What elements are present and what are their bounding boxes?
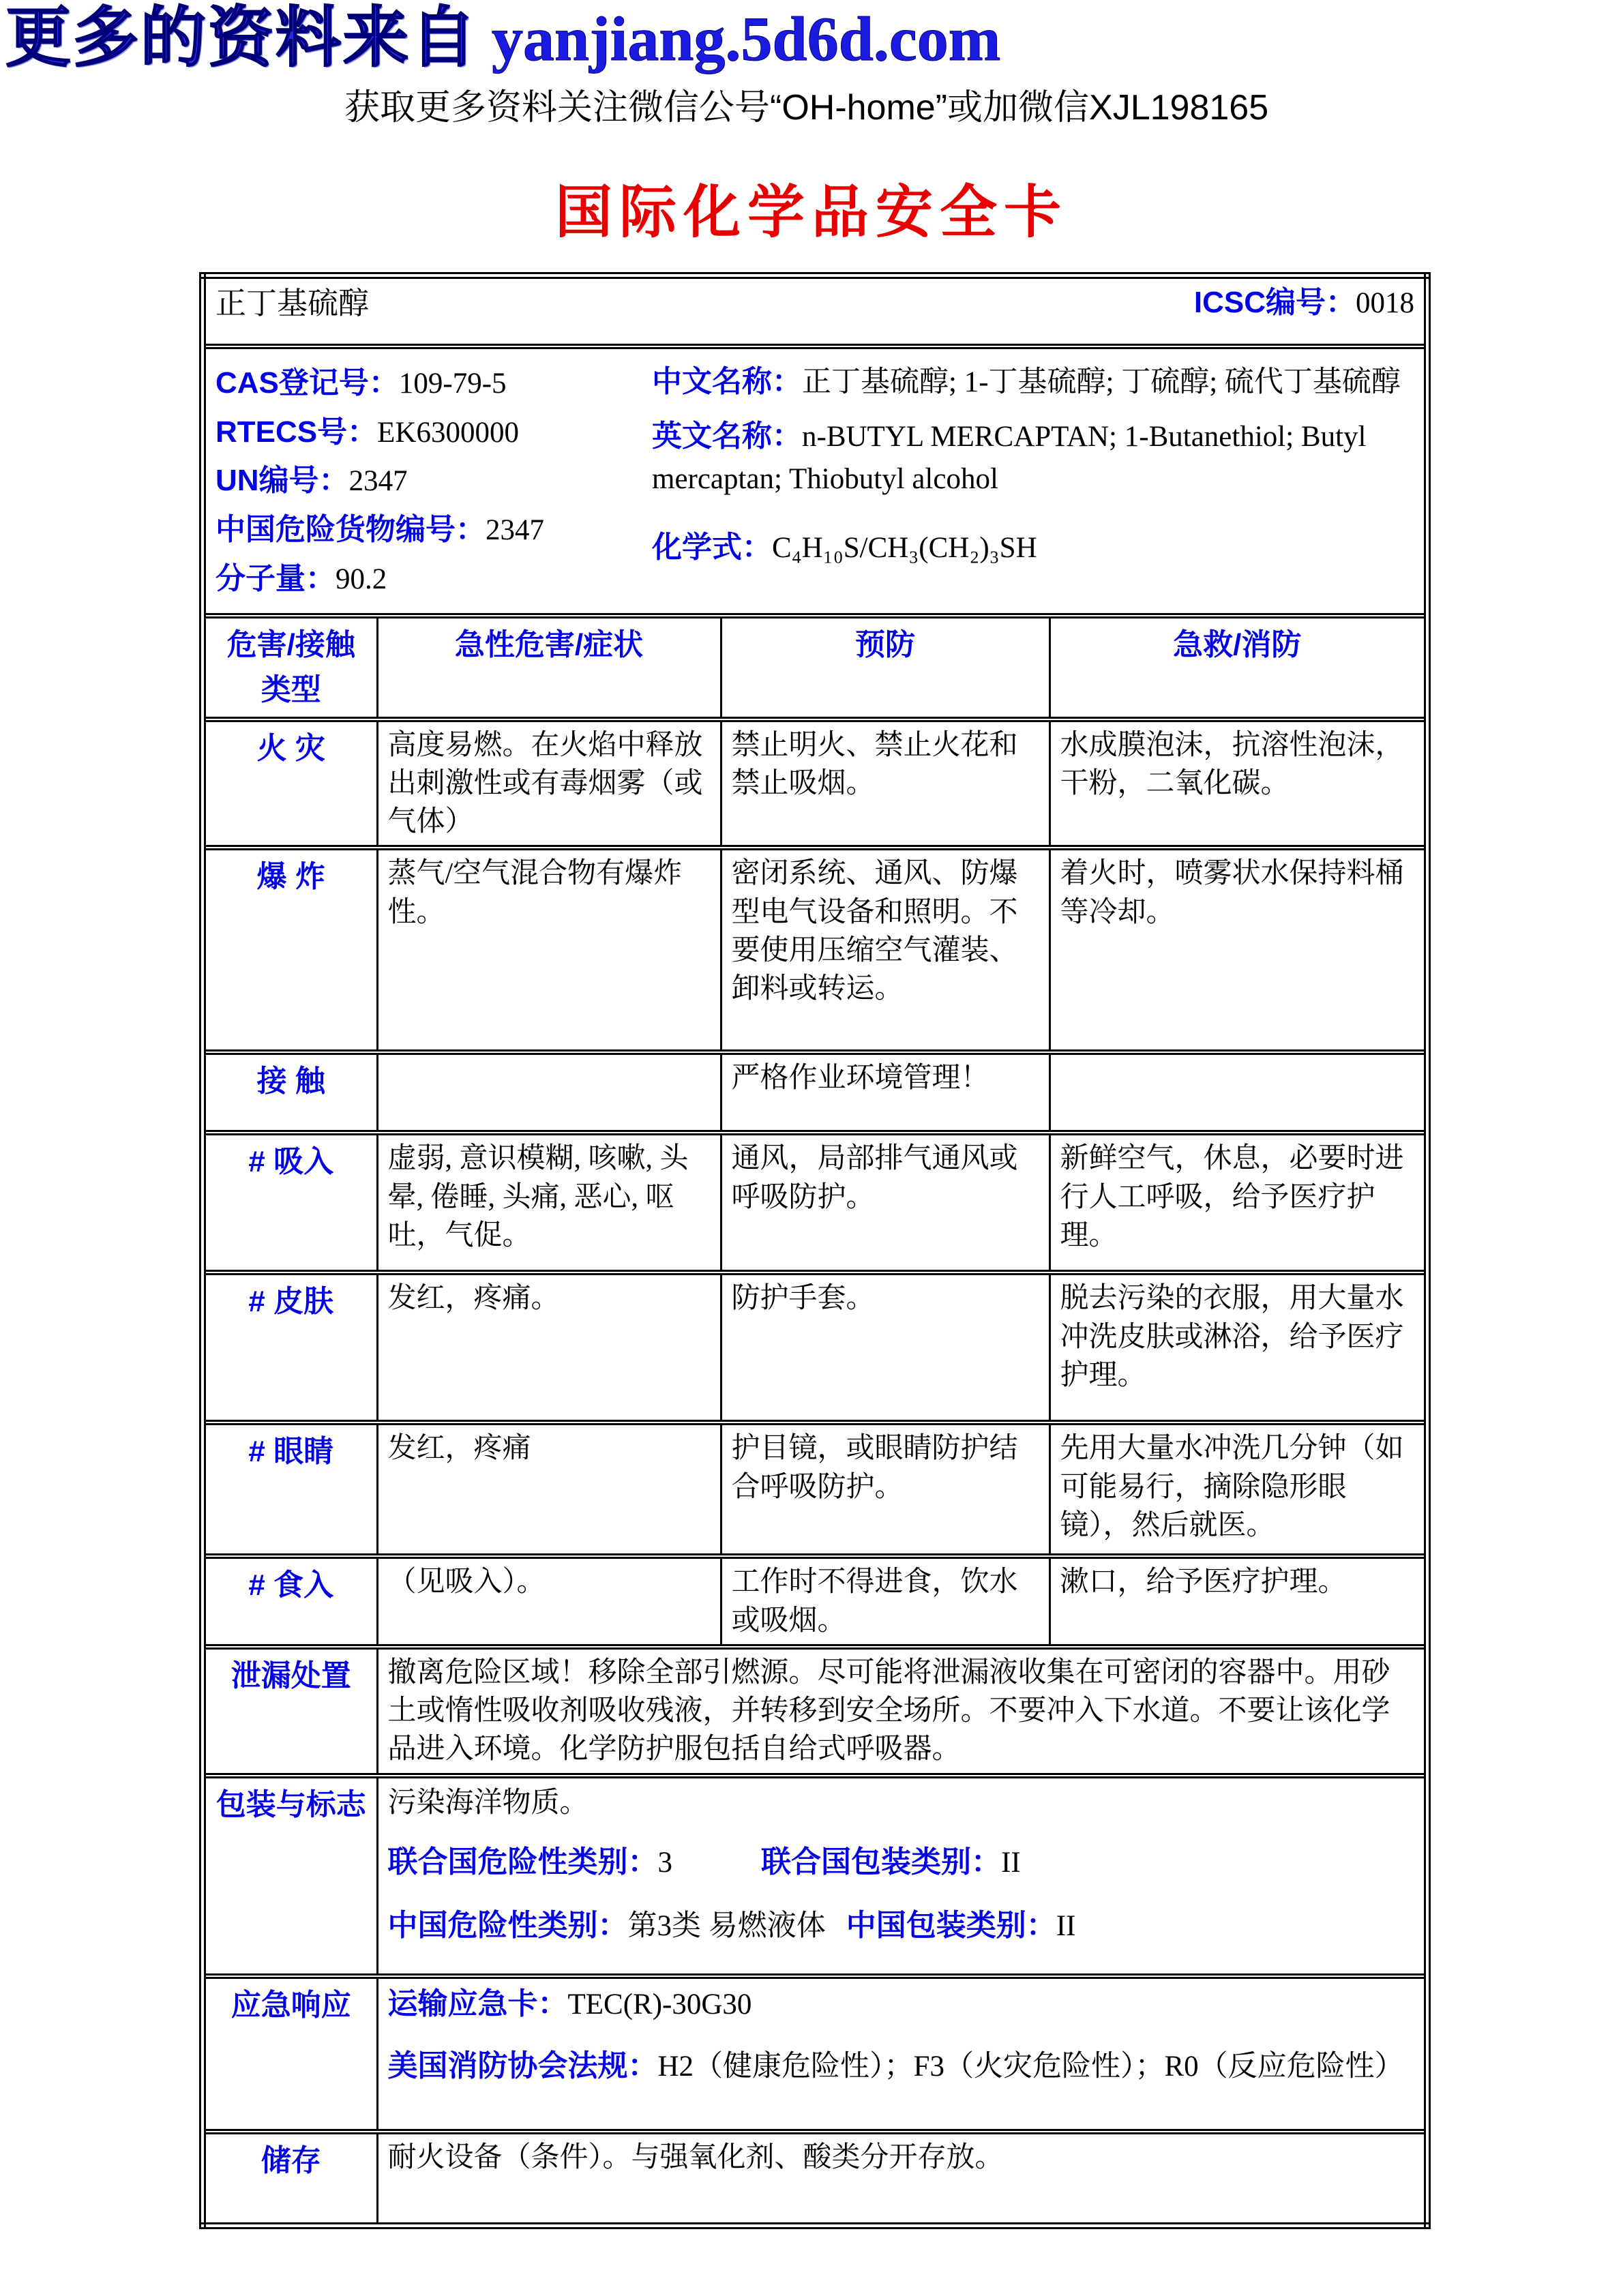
nfpa-label: 美国消防协会法规： <box>387 2048 658 2083</box>
section-label-emergency: 应急响应 <box>203 1976 377 2132</box>
eyes-prevention: 护目镜，或眼睛防护结合呼吸防护。 <box>721 1422 1049 1556</box>
table-row-exposure <box>203 1052 1427 1133</box>
cn-dg-label: 中国危险货物编号： <box>215 513 486 547</box>
eyes-symptoms: 发红，疼痛 <box>377 1422 721 1556</box>
cn-class-value: 第3类 易燃液体 <box>627 1909 826 1942</box>
icsc-number-label: ICSC编号： <box>1193 286 1356 320</box>
icsc-number-value: 0018 <box>1356 287 1415 320</box>
table-row-explosion <box>203 848 1427 1052</box>
storage-content: 耐火设备（条件）。与强氧化剂、酸类分开存放。 <box>377 2132 1427 2226</box>
cn-pack-label: 中国包装类别： <box>846 1908 1056 1942</box>
tec-card-line <box>388 1984 1415 2025</box>
en-name-label: 英文名称： <box>652 419 802 453</box>
en-name-value: n-BUTYL MERCAPTAN; 1-Butanethiol; Butyl mercaptan; Thiobutyl alcohol <box>652 421 1367 496</box>
nfpa-line <box>388 2046 1415 2087</box>
column-header-firstaid: 急救/消防 <box>1049 616 1427 719</box>
packaging-content <box>377 1776 1427 1976</box>
tec-value: TEC(R)-30G30 <box>567 1988 752 2021</box>
inhalation-symptoms: 虚弱, 意识模糊, 咳嗽, 头晕, 倦睡, 头痛, 恶心, 呕吐，气促。 <box>377 1133 721 1272</box>
explosion-firstaid: 着火时，喷雾状水保持料桶等冷却。 <box>1049 848 1427 1052</box>
exposure-firstaid <box>1049 1052 1427 1133</box>
card-name-cell <box>203 275 1427 346</box>
table-row-packaging <box>203 1776 1427 1976</box>
table-row-storage <box>203 2132 1427 2226</box>
formula-label: 化学式： <box>652 530 772 564</box>
spill-content: 撤离危险区域！移除全部引燃源。尽可能将泄漏液收集在可密闭的容器中。用砂土或惰性吸收剂吸收残液，并转移到安全场所。不要冲入下水道。不要让该化学品进入环境。化学防护服包括自给式呼吸器。 <box>377 1647 1427 1776</box>
explosion-symptoms: 蒸气/空气混合物有爆炸性。 <box>377 848 721 1052</box>
chemical-name: 正丁基硫醇 <box>215 286 370 320</box>
banner-watermark <box>0 0 1623 73</box>
table-row-eyes <box>203 1422 1427 1556</box>
skin-firstaid: 脱去污染的衣服，用大量水冲洗皮肤或淋浴，给予医疗护理。 <box>1049 1272 1427 1422</box>
english-names <box>652 415 1414 501</box>
column-header-hazard-type: 危害/接触类型 <box>203 616 377 719</box>
name-icsc-wrap <box>215 283 1414 324</box>
ingestion-prevention: 工作时不得进食，饮水或吸烟。 <box>721 1556 1049 1647</box>
table-row-inhalation <box>203 1133 1427 1272</box>
rtecs-value: EK6300000 <box>377 416 519 449</box>
cn-dg-value: 2347 <box>486 514 544 547</box>
fire-firstaid: 水成膜泡沫，抗溶性泡沫，干粉，二氧化碳。 <box>1049 719 1427 848</box>
tec-label: 运输应急卡： <box>387 1986 568 2021</box>
ingestion-firstaid: 漱口，给予医疗护理。 <box>1049 1556 1427 1647</box>
card-name-row <box>203 275 1427 346</box>
banner-subtext: 获取更多资料关注微信公号“OH-home”或加微信XJL198165 <box>344 87 1269 128</box>
identifiers-layout <box>215 353 1414 609</box>
column-header-prevention: 预防 <box>721 616 1049 719</box>
ingestion-symptoms: （见吸入）。 <box>377 1556 721 1647</box>
marine-pollutant-note: 污染海洋物质。 <box>387 1787 589 1819</box>
section-label-spill: 泄漏处置 <box>203 1647 377 1776</box>
un-classification-line <box>388 1843 1415 1883</box>
hazard-header-row <box>203 616 1427 719</box>
table-row-emergency <box>203 1976 1427 2132</box>
mw-label: 分子量： <box>215 561 336 595</box>
formula-value: C₄H₁₀S/CH₃(CH₂)₃SH <box>772 531 1037 564</box>
hazard-type-fire: 火 灾 <box>203 719 377 848</box>
nfpa-value: H2（健康危险性）；F3（火灾危险性）；R0（反应危险性） <box>657 2050 1404 2083</box>
banner-site-url: yanjiang.5d6d.com <box>492 4 1001 74</box>
inhalation-prevention: 通风，局部排气通风或呼吸防护。 <box>721 1133 1049 1272</box>
cn-classification-line <box>388 1906 1415 1946</box>
banner-text: 更多的资料来自 <box>5 1 478 74</box>
section-label-storage: 储存 <box>203 2132 377 2226</box>
zh-name-value: 正丁基硫醇; 1-丁基硫醇; 丁硫醇; 硫代丁基硫醇 <box>802 366 1401 398</box>
table-row-skin <box>203 1272 1427 1422</box>
identifier-codes <box>215 353 652 609</box>
identifier-names <box>652 353 1414 609</box>
skin-prevention: 防护手套。 <box>721 1272 1049 1422</box>
cas-value: 109-79-5 <box>398 367 507 400</box>
cas-number <box>215 364 652 402</box>
hazard-type-inhalation: # 吸入 <box>203 1133 377 1272</box>
exposure-symptoms <box>377 1052 721 1133</box>
fire-symptoms: 高度易燃。在火焰中释放出刺激性或有毒烟雾（或气体） <box>377 719 721 848</box>
identifiers-row <box>203 346 1427 616</box>
chemical-formula <box>652 526 1414 569</box>
column-header-symptoms: 急性危害/症状 <box>377 616 721 719</box>
section-label-packaging: 包装与标志 <box>203 1776 377 1976</box>
un-number <box>215 462 652 500</box>
mw-value: 90.2 <box>336 563 387 595</box>
cn-pack-value: II <box>1056 1909 1076 1942</box>
hazard-type-skin: # 皮肤 <box>203 1272 377 1422</box>
explosion-prevention: 密闭系统、通风、防爆型电气设备和照明。不要使用压缩空气灌装、卸料或转运。 <box>721 848 1049 1052</box>
emergency-content <box>377 1976 1427 2132</box>
un-value: 2347 <box>348 465 408 498</box>
inhalation-firstaid: 新鲜空气，休息，必要时进行人工呼吸，给予医疗护理。 <box>1049 1133 1427 1272</box>
skin-symptoms: 发红，疼痛。 <box>377 1272 721 1422</box>
chinese-names <box>652 360 1414 404</box>
exposure-prevention: 严格作业环境管理！ <box>721 1052 1049 1133</box>
cas-label: CAS登记号： <box>215 366 399 400</box>
cn-dg-number <box>215 511 652 549</box>
cn-class-label: 中国危险性类别： <box>387 1908 628 1942</box>
page-title: 国际化学品安全卡 <box>554 181 1068 245</box>
hazard-type-eyes: # 眼睛 <box>203 1422 377 1556</box>
un-label: UN编号： <box>215 464 349 498</box>
hazard-type-ingestion: # 食入 <box>203 1556 377 1647</box>
table-row-fire <box>203 719 1427 848</box>
un-pack-label: 联合国包装类别： <box>761 1845 1001 1879</box>
un-class-label: 联合国危险性类别： <box>387 1845 658 1879</box>
icsc-card-table <box>199 272 1431 2229</box>
fire-prevention: 禁止明火、禁止火花和禁止吸烟。 <box>721 719 1049 848</box>
identifiers-cell <box>203 346 1427 616</box>
rtecs-label: RTECS号： <box>215 415 378 449</box>
molecular-weight <box>215 560 652 598</box>
eyes-firstaid: 先用大量水冲洗几分钟（如可能易行，摘除隐形眼镜），然后就医。 <box>1049 1422 1427 1556</box>
hazard-type-explosion: 爆 炸 <box>203 848 377 1052</box>
table-row-ingestion <box>203 1556 1427 1647</box>
zh-name-label: 中文名称： <box>652 364 802 398</box>
un-pack-value: II <box>1001 1846 1021 1879</box>
rtecs-number <box>215 413 652 451</box>
table-row-spill <box>203 1647 1427 1776</box>
hazard-type-exposure: 接 触 <box>203 1052 377 1133</box>
un-class-value: 3 <box>657 1846 672 1879</box>
icsc-number <box>1194 283 1414 323</box>
